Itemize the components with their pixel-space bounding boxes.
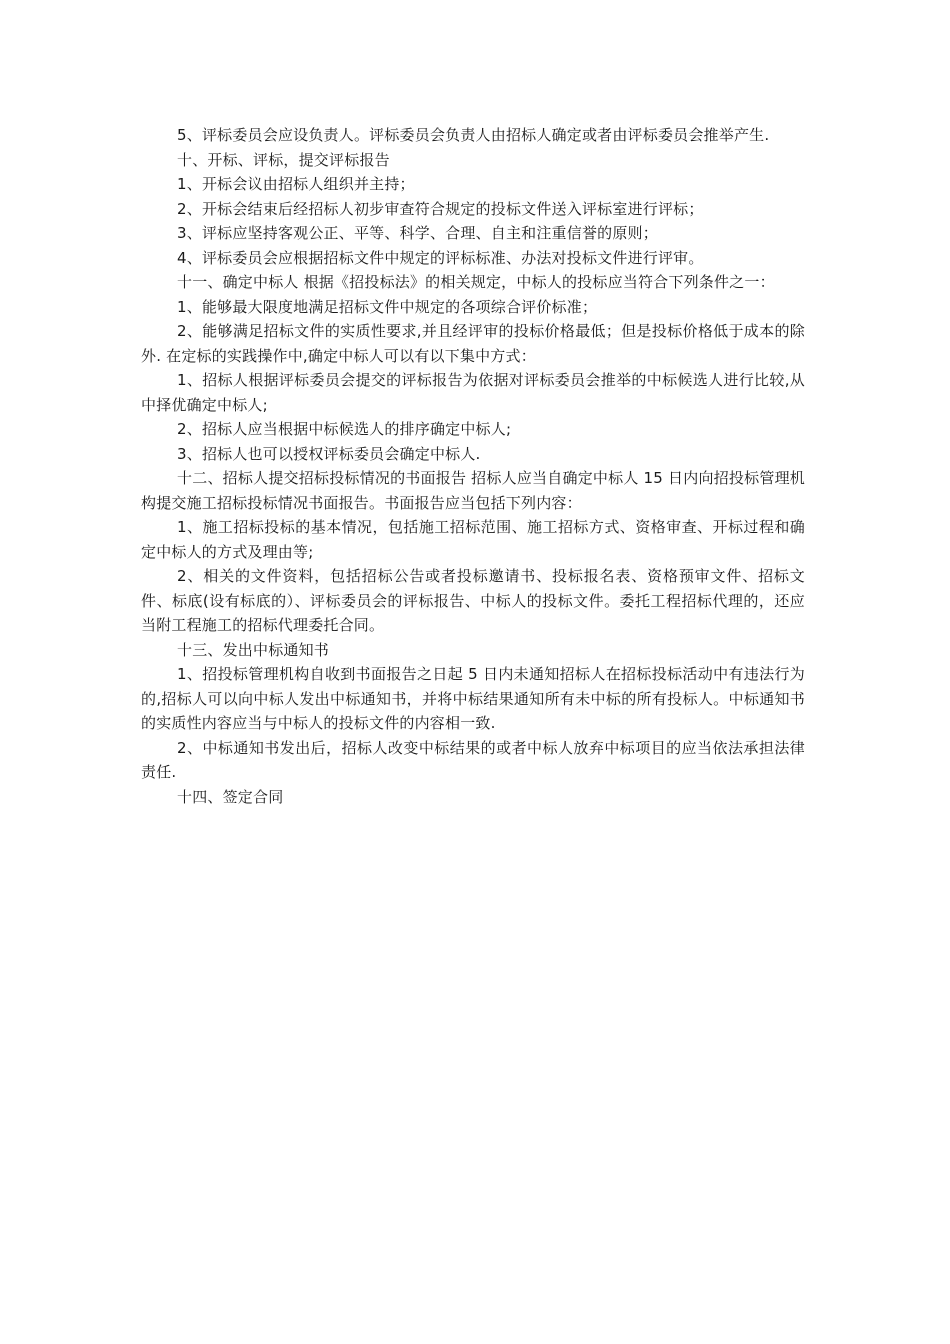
paragraph-10-item-1: 1、开标会议由招标人组织并主持； bbox=[177, 175, 415, 193]
heading-section-13: 十三、发出中标通知书 bbox=[177, 640, 330, 659]
paragraph-12-item-2: 2、相关的文件资料，包括招标公告或者投标邀请书、投标报名表、资格预审文件、招标文件、标底(设有标底的）、评标委员会的评标报告、中标人的投标文件。委托工程招标代理的，还应当附工程施工的招标代理委托合同。 bbox=[141, 567, 805, 634]
heading-section-12: 十二、招标人提交招标投标情况的书面报告 招标人应当自确定中标人 15 日内向招投标管理机构提交施工招标投标情况书面报告。书面报告应当包括下列内容： bbox=[141, 469, 805, 512]
paragraph-10-item-2: 2、开标会结束后经招标人初步审查符合规定的投标文件送入评标室进行评标； bbox=[177, 199, 704, 218]
paragraph-13-item-1: 1、招投标管理机构自收到书面报告之日起 5 日内未通知招标人在招标投标活动中有违法行为的,招标人可以向中标人发出中标通知书，并将中标结果通知所有未中标的所有投标人。中标通知书的实质性内容应当与中标人的投标文件的内容相一致. bbox=[141, 665, 805, 732]
paragraph-evaluation-committee-head: 5、评标委员会应设负责人。评标委员会负责人由招标人确定或者由评标委员会推举产生. bbox=[177, 126, 770, 144]
paragraph-11-method-3: 3、招标人也可以授权评标委员会确定中标人. bbox=[177, 444, 481, 463]
heading-section-10: 十、开标、评标，提交评标报告 bbox=[177, 150, 390, 169]
paragraph-10-item-4: 4、评标委员会应根据招标文件中规定的评标标准、办法对投标文件进行评审。 bbox=[177, 248, 704, 267]
paragraph-11-item-2: 2、能够满足招标文件的实质性要求,并且经评审的投标价格最低；但是投标价格低于成本的除外. 在定标的实践操作中,确定中标人可以有以下集中方式： bbox=[141, 322, 805, 365]
paragraph-12-item-1: 1、施工招标投标的基本情况，包括施工招标范围、施工招标方式、资格审查、开标过程和确定中标人的方式及理由等; bbox=[141, 518, 805, 561]
paragraph-11-method-2: 2、招标人应当根据中标候选人的排序确定中标人; bbox=[177, 420, 512, 438]
heading-section-11: 十一、确定中标人 根据《招投标法》的相关规定，中标人的投标应当符合下列条件之一： bbox=[177, 273, 775, 291]
paragraph-11-method-1: 1、招标人根据评标委员会提交的评标报告为依据对评标委员会推举的中标候选人进行比较,从中择优确定中标人; bbox=[141, 371, 805, 414]
paragraph-13-item-2: 2、中标通知书发出后，招标人改变中标结果的或者中标人放弃中标项目的应当依法承担法律责任. bbox=[141, 738, 805, 781]
paragraph-10-item-3: 3、评标应坚持客观公正、平等、科学、合理、自主和注重信誉的原则； bbox=[177, 224, 658, 242]
heading-section-14: 十四、签定合同 bbox=[177, 787, 284, 806]
paragraph-11-item-1: 1、能够最大限度地满足招标文件中规定的各项综合评价标准； bbox=[177, 297, 598, 316]
document-body bbox=[141, 123, 805, 809]
